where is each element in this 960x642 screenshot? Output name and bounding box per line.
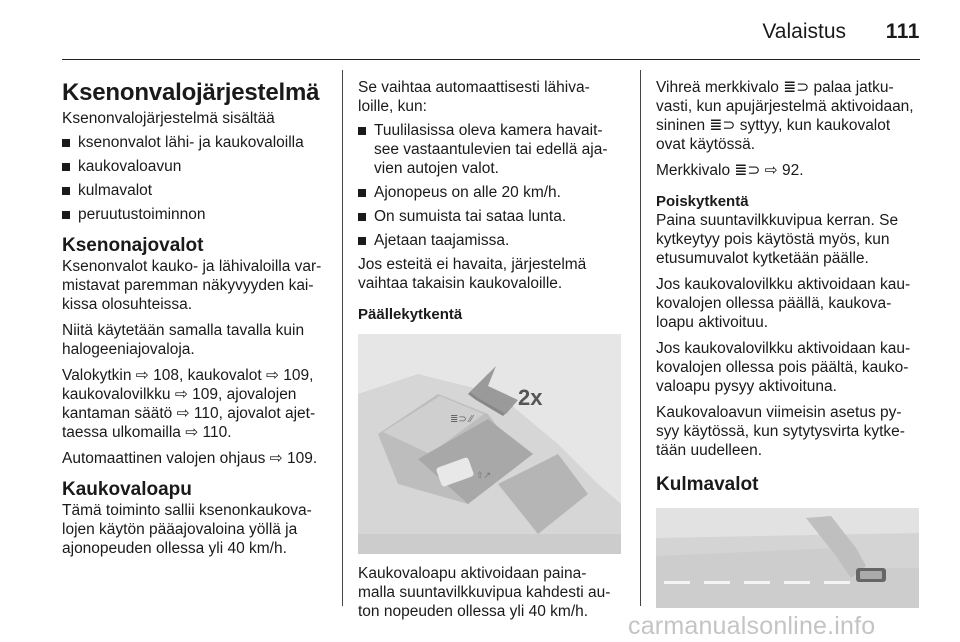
intro-text: Ksenonvalojärjestelmä sisältää (62, 110, 275, 127)
bullet-icon (62, 139, 70, 147)
paragraph: Se vaihtaa automaattisesti lähiva- loille, kun: (358, 79, 590, 115)
feature-list (62, 133, 328, 224)
section-heading-xenon-system: Ksenonvalojärjestelmä (62, 79, 320, 106)
watermark: carmanualsonline.info (628, 612, 876, 640)
column-2 (358, 78, 626, 628)
header-divider (62, 59, 920, 60)
cross-reference-paragraph: Valokytkin ⇨ 108, kaukovalot ⇨ 109, kaukovalovilkku ⇨ 109, ajovalojen kantaman säätö ⇨ 110, ajovalot ajet- taessa ulkomailla ⇨ 110. (62, 367, 316, 441)
page-number: 111 (885, 20, 920, 43)
column-divider-1 (342, 70, 343, 606)
paragraph: Jos kaukovalovilkku aktivoidaan kau- kovalojen ollessa päällä, kaukova- loapu aktivoituu. (656, 276, 911, 331)
column-divider-2 (640, 70, 641, 606)
paragraph: Ksenonvalot kauko- ja lähivaloilla var- mistavat paremman näkyvyyden kai- kissa olosuhteissa. (62, 258, 322, 313)
subheading-deactivation: Poiskytkentä (656, 193, 749, 210)
subheading-xenon-headlights: Ksenonajovalot (62, 235, 204, 256)
paragraph: Kaukovaloapu aktivoidaan paina- malla suuntavilkkuvipua kahdesti au- ton nopeuden ollessa yli 40 km/h. (358, 565, 611, 620)
press-twice-label: 2x (518, 385, 543, 410)
list-item: Ajetaan taajamissa. (358, 231, 626, 250)
page-header (62, 14, 920, 46)
svg-text:⇧↗: ⇧↗ (476, 470, 492, 480)
chapter-title: Valaistus (762, 20, 846, 43)
list-item: On sumuista tai sataa lunta. (358, 207, 626, 226)
cross-reference-paragraph: Automaattinen valojen ohjaus ⇨ 109. (62, 450, 318, 467)
list-item: Ajonopeus on alle 20 km/h. (358, 183, 626, 202)
bullet-icon (62, 211, 70, 219)
bullet-icon (358, 237, 366, 245)
bullet-icon (358, 127, 366, 135)
paragraph: Kaukovaloavun viimeisin asetus py- syy käytössä, kun sytytysvirta kytke- tään uudelleen. (656, 404, 905, 459)
subheading-cornering-lights: Kulmavalot (656, 474, 759, 495)
cornering-light-illustration (656, 508, 919, 608)
bullet-icon (62, 163, 70, 171)
svg-text:≣⊃ ⁄⁄: ≣⊃ ⁄⁄ (450, 414, 473, 425)
road-drawing (656, 508, 919, 608)
bullet-icon (358, 213, 366, 221)
list-item: kulmavalot (62, 181, 328, 200)
bullet-icon (62, 187, 70, 195)
list-item: Tuulilasissa oleva kamera havait- see vastaantulevien tai edellä aja- vien autojen valot. (358, 121, 626, 178)
condition-list (358, 121, 626, 250)
list-item: peruutustoiminnon (62, 205, 328, 224)
list-item: kaukovaloavun (62, 157, 328, 176)
subheading-high-beam-assist: Kaukovaloapu (62, 479, 192, 500)
paragraph: Niitä käytetään samalla tavalla kuin halogeeniajovaloja. (62, 322, 305, 358)
cross-reference-paragraph: Merkkivalo ≣⊃ ⇨ 92. (656, 162, 804, 179)
turn-signal-lever-illustration (358, 334, 621, 554)
paragraph: Tämä toiminto sallii ksenonkaukova- lojen käytön pääajovaloina yöllä ja ajonopeuden ollessa yli 40 km/h. (62, 502, 312, 557)
subheading-activation: Päällekytkentä (358, 306, 463, 323)
column-1 (62, 66, 328, 565)
list-item: ksenonvalot lähi- ja kaukovaloilla (62, 133, 328, 152)
paragraph: Jos esteitä ei havaita, järjestelmä vaihtaa takaisin kaukovaloille. (358, 256, 587, 292)
paragraph: Paina suuntavilkkuvipua kerran. Se kytkeytyy pois käytöstä myös, kun etusumuvalot kytketään päälle. (656, 212, 899, 267)
paragraph: Vihreä merkkivalo ≣⊃ palaa jatku- vasti, kun apujärjestelmä aktivoidaan, sininen ≣⊃ syttyy, kun kaukovalot ovat käytössä. (656, 79, 914, 153)
lever-drawing (358, 334, 621, 554)
column-3 (656, 78, 922, 608)
bullet-icon (358, 189, 366, 197)
paragraph: Jos kaukovalovilkku aktivoidaan kau- kovalojen ollessa pois päältä, kauko- valoapu pysyy aktivoituna. (656, 340, 911, 395)
